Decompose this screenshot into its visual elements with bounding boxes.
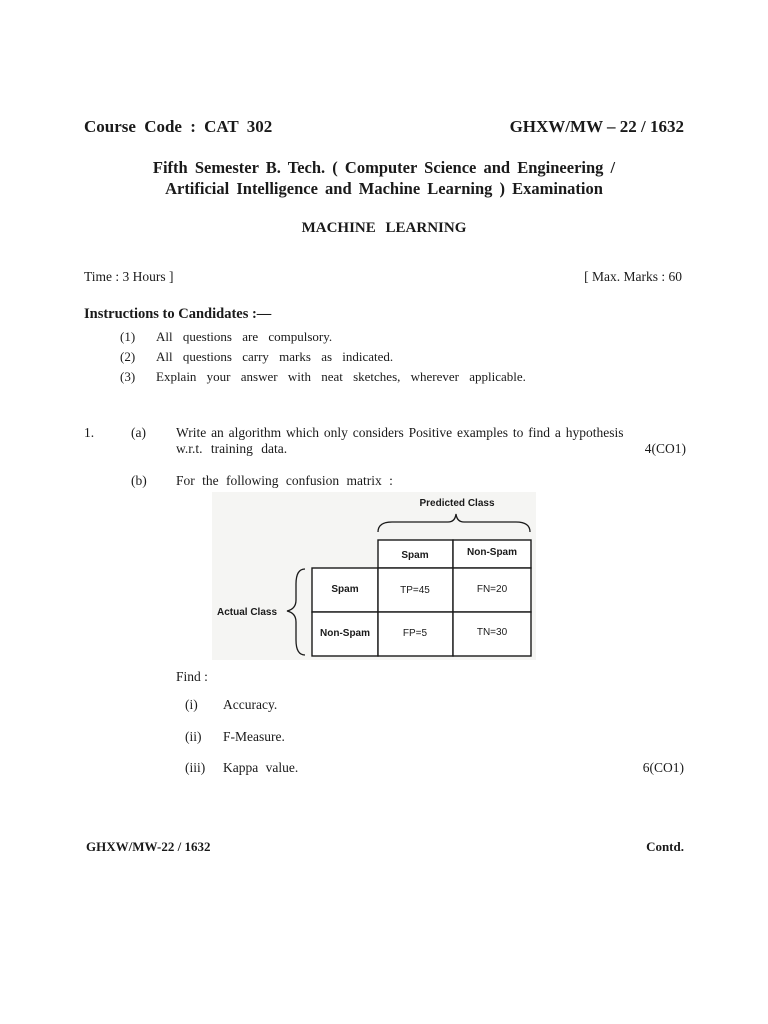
instruction-number: (3)	[120, 369, 136, 384]
paper-code: GHXW/MW – 22 / 1632	[509, 117, 684, 136]
actual-class-label: Actual Class	[216, 607, 278, 618]
instructions-heading: Instructions to Candidates :—	[84, 306, 272, 322]
col-header-non-spam: Non-Spam	[467, 547, 517, 558]
part-a-line1: Write an algorithm which only considers Positive examples to find a hypothesis	[176, 425, 624, 440]
question-number: 1.	[84, 425, 95, 440]
part-a-text	[176, 425, 686, 457]
exam-duration: Time : 3 Hours ]	[84, 269, 174, 284]
instruction-item	[120, 367, 526, 387]
cell-fn: FN=20	[476, 584, 508, 595]
sub-question-item	[185, 697, 277, 713]
instruction-item	[120, 327, 526, 347]
cell-tn: TN=30	[476, 627, 508, 638]
part-a-marks: 4(CO1)	[644, 441, 686, 456]
exam-title	[84, 157, 684, 199]
part-b-label: (b)	[131, 473, 147, 488]
part-a-label: (a)	[131, 425, 146, 440]
sub-question-item	[185, 760, 298, 776]
instruction-text: Explain your answer with neat sketches, wherever applicable.	[156, 369, 526, 384]
instructions-list	[120, 327, 526, 387]
sub-question-text: F-Measure.	[223, 729, 285, 744]
sub-question-number: (iii)	[185, 760, 206, 775]
row-header-non-spam: Non-Spam	[320, 628, 370, 639]
subject-title: MACHINE LEARNING	[301, 220, 467, 236]
row-header-spam: Spam	[331, 584, 359, 595]
part-a-line2: w.r.t. training data.	[176, 441, 288, 456]
sub-question-item	[185, 729, 285, 745]
cell-fp: FP=5	[402, 628, 428, 639]
instruction-text: All questions carry marks as indicated.	[156, 349, 394, 364]
sub-question-text: Kappa value.	[223, 760, 299, 775]
sub-question-text: Accuracy.	[223, 697, 278, 712]
footer-paper-code: GHXW/MW-22 / 1632	[86, 839, 211, 854]
course-code: Course Code : CAT 302	[84, 117, 273, 136]
sub-question-number: (i)	[185, 697, 198, 712]
predicted-class-label: Predicted Class	[419, 498, 495, 509]
max-marks: [ Max. Marks : 60	[584, 269, 682, 284]
cell-tp: TP=45	[400, 585, 430, 596]
part-b-marks: 6(CO1)	[642, 760, 684, 775]
instruction-number: (1)	[120, 329, 136, 344]
actual-brace	[287, 569, 305, 655]
instruction-number: (2)	[120, 349, 136, 364]
exam-title-line2: Artificial Intelligence and Machine Learning ) Examination	[165, 179, 603, 198]
confusion-matrix-figure	[212, 492, 536, 660]
instruction-text: All questions are compulsory.	[156, 329, 333, 344]
confusion-matrix-diagram	[212, 492, 536, 660]
exam-title-line1: Fifth Semester B. Tech. ( Computer Science and Engineering /	[152, 158, 616, 177]
part-b-text: For the following confusion matrix :	[176, 473, 393, 488]
predicted-brace	[378, 514, 530, 532]
sub-question-number: (ii)	[185, 729, 202, 744]
col-header-spam: Spam	[401, 550, 429, 561]
footer-contd: Contd.	[646, 839, 684, 854]
find-label: Find :	[176, 669, 208, 684]
instruction-item	[120, 347, 526, 367]
